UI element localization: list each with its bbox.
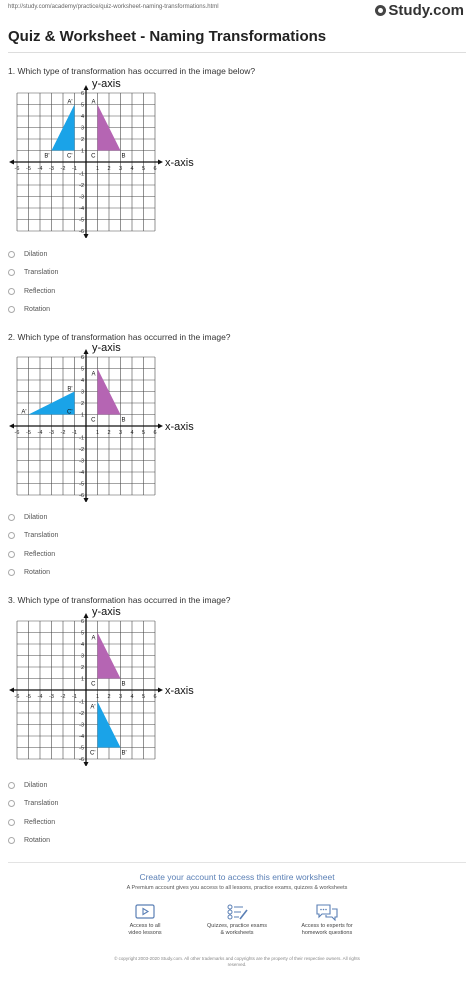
question-2-text: 2. Which type of transformation has occurred in the image? xyxy=(8,332,231,342)
y-tick-label: 6 xyxy=(80,91,84,97)
radio-button[interactable] xyxy=(8,514,15,521)
x-tick-label: 2 xyxy=(107,430,111,436)
x-tick-label: 1 xyxy=(95,694,100,700)
y-axis-arrow xyxy=(84,613,89,618)
x-tick-label: -1 xyxy=(72,430,77,436)
y-tick-label: -4 xyxy=(79,734,84,740)
y-axis-label: y-axis xyxy=(92,342,121,354)
option-label: Translation xyxy=(24,269,59,277)
chat-bubbles-icon xyxy=(314,903,340,921)
question-3-coordinate-plane xyxy=(8,606,208,766)
y-tick-label: -6 xyxy=(79,229,84,235)
y-tick-label: 4 xyxy=(80,642,84,648)
option-label: Rotation xyxy=(24,569,51,577)
y-tick-label: -1 xyxy=(79,171,84,178)
x-tick-label: 2 xyxy=(107,694,111,700)
vertex-label: B' xyxy=(121,750,127,757)
x-tick-label: -4 xyxy=(37,166,43,172)
video-lesson-icon xyxy=(134,903,156,921)
option-reflection[interactable] xyxy=(8,545,58,564)
x-tick-label: -2 xyxy=(60,430,66,436)
vertex-label: C' xyxy=(67,409,73,416)
y-tick-label: -1 xyxy=(79,435,84,442)
title-divider xyxy=(8,52,466,53)
feature-label-line1: Quizzes, practice exams xyxy=(207,923,267,929)
page-url: http://study.com/academy/practice/quiz-worksheet-naming-transformations.html xyxy=(8,4,219,10)
study-logo[interactable] xyxy=(375,2,464,19)
y-tick-label: 2 xyxy=(80,401,84,407)
x-axis-arrow xyxy=(158,160,163,165)
option-label: Reflection xyxy=(24,818,56,826)
option-dilation[interactable] xyxy=(8,245,58,264)
option-label: Rotation xyxy=(24,837,51,845)
x-tick-label: -2 xyxy=(60,166,66,172)
x-tick-label: 1 xyxy=(95,430,100,436)
feature-label-line2: homework questions xyxy=(301,930,353,936)
y-tick-label: 3 xyxy=(80,125,84,132)
radio-button[interactable] xyxy=(8,269,15,276)
x-tick-label: -3 xyxy=(49,166,54,172)
vertex-label: A xyxy=(91,99,96,106)
x-axis-arrow xyxy=(158,688,163,693)
option-label: Dilation xyxy=(24,781,48,789)
x-tick-label: 5 xyxy=(141,430,146,436)
x-tick-label: -4 xyxy=(37,694,43,700)
x-tick-label: 4 xyxy=(130,166,134,172)
vertex-label: C xyxy=(91,417,96,424)
x-tick-label: -2 xyxy=(60,694,66,700)
option-label: Translation xyxy=(24,800,59,808)
x-tick-label: 4 xyxy=(130,694,134,700)
feature-label-line1: Access to all xyxy=(129,923,161,929)
option-dilation[interactable] xyxy=(8,508,58,527)
feature-label-line1: Access to experts for xyxy=(301,923,353,929)
vertex-label: B' xyxy=(44,153,50,160)
option-label: Translation xyxy=(24,532,59,540)
y-tick-label: 6 xyxy=(80,619,84,625)
y-tick-label: 3 xyxy=(80,653,84,660)
option-label: Reflection xyxy=(24,550,56,558)
y-tick-label: -3 xyxy=(79,194,84,201)
y-axis-arrow xyxy=(84,762,89,766)
radio-button[interactable] xyxy=(8,251,15,258)
option-label: Reflection xyxy=(24,287,56,295)
copyright-line1: © copyright 2003-2020 Study.com. All other trademarks and copyrights are the property of their respective owners. All rights xyxy=(114,956,360,961)
cta-title-link[interactable]: Create your account to access this entire worksheet xyxy=(139,872,335,882)
feature-label-line2: video lessons xyxy=(128,930,162,936)
y-tick-label: 1 xyxy=(80,148,84,155)
y-tick-label: -5 xyxy=(79,217,84,224)
y-axis-arrow xyxy=(84,349,89,354)
y-tick-label: 1 xyxy=(80,412,84,419)
radio-button[interactable] xyxy=(8,569,15,576)
y-tick-label: -5 xyxy=(79,745,84,752)
question-3-graph xyxy=(8,606,208,766)
option-rotation[interactable] xyxy=(8,832,58,851)
question-2-options xyxy=(8,508,58,582)
radio-button[interactable] xyxy=(8,288,15,295)
y-tick-label: 5 xyxy=(80,630,84,637)
option-dilation[interactable] xyxy=(8,776,58,795)
cta-divider xyxy=(8,862,466,863)
radio-button[interactable] xyxy=(8,306,15,313)
x-tick-label: -3 xyxy=(49,430,54,436)
y-tick-label: 4 xyxy=(80,114,84,120)
radio-button[interactable] xyxy=(8,532,15,539)
vertex-label: A' xyxy=(90,704,96,711)
option-reflection[interactable] xyxy=(8,813,58,832)
vertex-label: B xyxy=(121,153,126,160)
y-tick-label: -4 xyxy=(79,206,84,212)
question-1-text: 1. Which type of transformation has occurred in the image below? xyxy=(8,66,256,76)
x-tick-label: -6 xyxy=(14,430,20,436)
option-label: Dilation xyxy=(24,250,48,258)
quiz-checklist-icon xyxy=(225,903,249,921)
vertex-label: C xyxy=(91,681,96,688)
x-tick-label: 6 xyxy=(153,166,157,172)
option-translation[interactable] xyxy=(8,795,58,814)
x-tick-label: -6 xyxy=(14,694,20,700)
y-tick-label: -6 xyxy=(79,493,84,499)
x-tick-label: 4 xyxy=(130,430,134,436)
x-axis-label: x-axis xyxy=(165,685,194,697)
feature-label-line2: & worksheets xyxy=(220,930,254,936)
option-label: Dilation xyxy=(24,513,48,521)
y-tick-label: -6 xyxy=(79,757,84,763)
option-label: Rotation xyxy=(24,306,51,314)
x-tick-label: -5 xyxy=(26,430,31,436)
vertex-label: C' xyxy=(90,750,96,757)
y-tick-label: -4 xyxy=(79,470,84,476)
y-tick-label: -5 xyxy=(79,481,84,488)
copyright-line2: reserved. xyxy=(227,962,247,967)
y-tick-label: -3 xyxy=(79,458,84,465)
vertex-label: A' xyxy=(21,409,27,416)
option-reflection[interactable] xyxy=(8,282,58,301)
x-tick-label: -6 xyxy=(14,166,20,172)
y-tick-label: 3 xyxy=(80,389,84,396)
x-tick-label: -3 xyxy=(49,694,54,700)
x-axis-label: x-axis xyxy=(165,421,194,433)
radio-button[interactable] xyxy=(8,551,15,558)
x-axis-arrow xyxy=(158,424,163,429)
y-tick-label: 2 xyxy=(80,137,84,143)
feature-experts xyxy=(282,903,372,937)
vertex-label: C' xyxy=(67,153,73,160)
x-axis-arrow xyxy=(9,424,14,429)
y-tick-label: 4 xyxy=(80,378,84,384)
vertex-label: A xyxy=(91,635,96,642)
x-tick-label: 6 xyxy=(153,694,157,700)
option-translation[interactable] xyxy=(8,264,58,283)
question-2-graph xyxy=(8,342,208,502)
y-tick-label: -2 xyxy=(79,711,84,717)
y-tick-label: 5 xyxy=(80,102,84,109)
vertex-label: A xyxy=(91,371,96,378)
y-tick-label: -1 xyxy=(79,699,84,706)
x-axis-label: x-axis xyxy=(165,157,194,169)
y-tick-label: 1 xyxy=(80,676,84,683)
vertex-label: B xyxy=(121,681,126,688)
vertex-label: B xyxy=(121,417,126,424)
y-axis-arrow xyxy=(84,498,89,502)
question-1-graph xyxy=(8,78,208,238)
x-tick-label: 5 xyxy=(141,694,146,700)
option-rotation[interactable] xyxy=(8,301,58,320)
question-1-options xyxy=(8,245,58,319)
question-2-coordinate-plane xyxy=(8,342,208,502)
y-tick-label: -2 xyxy=(79,447,84,453)
y-tick-label: -3 xyxy=(79,722,84,729)
x-axis-arrow xyxy=(9,160,14,165)
logo-text: Study.com xyxy=(388,2,464,19)
feature-quizzes xyxy=(192,903,282,937)
question-3-options xyxy=(8,776,58,850)
x-tick-label: -4 xyxy=(37,430,43,436)
vertex-label: B' xyxy=(67,386,73,393)
vertex-label: A' xyxy=(67,99,73,106)
question-1-coordinate-plane xyxy=(8,78,208,238)
y-tick-label: 2 xyxy=(80,665,84,671)
copyright-text xyxy=(80,956,394,968)
x-tick-label: 1 xyxy=(95,166,100,172)
x-tick-label: 3 xyxy=(118,166,123,172)
feature-video-lessons xyxy=(100,903,190,937)
x-tick-label: -5 xyxy=(26,166,31,172)
radio-button[interactable] xyxy=(8,819,15,826)
radio-button[interactable] xyxy=(8,782,15,789)
y-tick-label: 6 xyxy=(80,355,84,361)
y-axis-arrow xyxy=(84,85,89,90)
x-tick-label: 6 xyxy=(153,430,157,436)
study-logo-icon xyxy=(375,5,386,16)
page-title: Quiz & Worksheet - Naming Transformations xyxy=(8,28,327,45)
radio-button[interactable] xyxy=(8,837,15,844)
x-tick-label: 2 xyxy=(107,166,111,172)
x-axis-arrow xyxy=(9,688,14,693)
cta-subtitle: A Premium account gives you access to all lessons, practice exams, quizzes & worksheets xyxy=(126,885,348,891)
x-tick-label: 3 xyxy=(118,430,123,436)
option-rotation[interactable] xyxy=(8,564,58,583)
x-tick-label: -1 xyxy=(72,694,77,700)
y-tick-label: -2 xyxy=(79,183,84,189)
y-axis-label: y-axis xyxy=(92,606,121,618)
x-tick-label: -1 xyxy=(72,166,77,172)
y-axis-arrow xyxy=(84,234,89,238)
x-tick-label: -5 xyxy=(26,694,31,700)
vertex-label: C xyxy=(91,153,96,160)
radio-button[interactable] xyxy=(8,800,15,807)
option-translation[interactable] xyxy=(8,527,58,546)
y-tick-label: 5 xyxy=(80,366,84,373)
y-axis-label: y-axis xyxy=(92,78,121,90)
question-3-text: 3. Which type of transformation has occurred in the image? xyxy=(8,595,231,605)
x-tick-label: 5 xyxy=(141,166,146,172)
x-tick-label: 3 xyxy=(118,694,123,700)
